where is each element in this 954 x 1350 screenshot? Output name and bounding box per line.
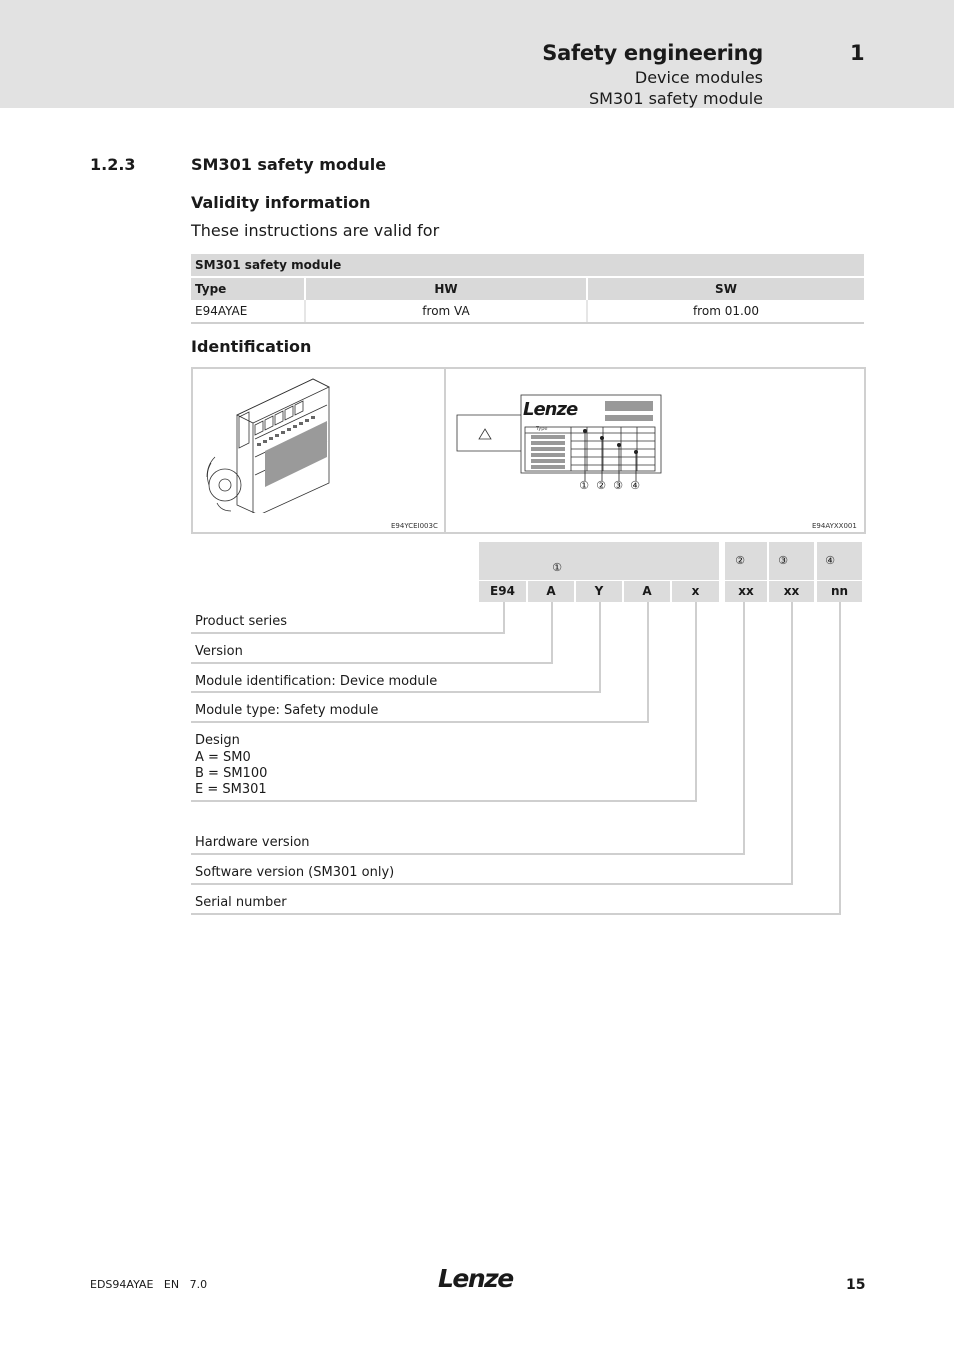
footer-logo: Lenze <box>438 1264 513 1293</box>
footer-doc-id: EDS94AYAE EN 7.0 <box>90 1278 208 1291</box>
cell-sw: from 01.00 <box>587 300 864 323</box>
figure-divider <box>444 369 446 532</box>
validity-table <box>191 254 864 324</box>
code-marker-4: ④ <box>825 554 835 567</box>
label-product-series: Product series <box>195 614 287 629</box>
header-subtitle-2: SM301 safety module <box>589 89 763 108</box>
figure-caption-right: E94AYXX001 <box>812 522 857 530</box>
label-software-version: Software version (SM301 only) <box>195 865 395 880</box>
code-cell-sw: xx <box>769 581 814 602</box>
label-serial-number: Serial number <box>195 895 287 910</box>
nameplate-marker-2: ② <box>596 479 606 492</box>
col-type-header: Type <box>191 277 305 300</box>
code-cell-serial: nn <box>817 581 862 602</box>
table-row <box>191 300 864 323</box>
rule-serial <box>191 913 841 915</box>
label-module-identification: Module identification: Device module <box>195 674 438 689</box>
nameplate-type-label: Type <box>536 426 548 432</box>
rule-module-id <box>191 691 601 693</box>
connector-serial <box>839 602 841 915</box>
code-marker-1: ① <box>552 561 562 574</box>
cell-hw: from VA <box>305 300 587 323</box>
validity-heading: Validity information <box>191 193 371 212</box>
header-subtitle-1: Device modules <box>634 68 763 87</box>
rule-design <box>191 800 697 802</box>
module-drawing <box>203 373 333 513</box>
cell-type: E94AYAE <box>191 300 305 323</box>
page-number: 15 <box>846 1277 866 1293</box>
code-group-1-header <box>479 542 719 580</box>
connector-hw <box>743 602 745 855</box>
nameplate-logo: Lenze <box>523 399 578 420</box>
rule-product <box>191 632 505 634</box>
code-cell-product: E94 <box>479 581 526 602</box>
validity-text: These instructions are valid for <box>191 221 440 240</box>
label-version: Version <box>195 644 243 659</box>
label-design-b: B = SM100 <box>195 766 268 781</box>
code-cell-version: A <box>528 581 574 602</box>
connector-design <box>695 602 697 802</box>
rule-hw <box>191 853 745 855</box>
identification-heading: Identification <box>191 337 312 356</box>
connector-module-type <box>647 602 649 723</box>
header-title: Safety engineering <box>542 41 763 65</box>
code-cell-module-type: A <box>624 581 670 602</box>
figure-caption-left: E94YCEI003C <box>391 522 438 530</box>
rule-module-type <box>191 721 649 723</box>
nameplate-marker-1: ① <box>579 479 589 492</box>
header-band <box>0 0 954 108</box>
label-hardware-version: Hardware version <box>195 835 310 850</box>
label-module-type: Module type: Safety module <box>195 703 379 718</box>
col-hw-header: HW <box>305 277 587 300</box>
label-design-e: E = SM301 <box>195 782 267 797</box>
connector-module-id <box>599 602 601 693</box>
code-cell-module-id: Y <box>576 581 622 602</box>
label-design: Design <box>195 733 240 748</box>
nameplate-marker-3: ③ <box>613 479 623 492</box>
section-number: 1.2.3 <box>90 155 136 174</box>
identification-figure <box>191 367 866 534</box>
connector-version <box>551 602 553 664</box>
label-design-a: A = SM0 <box>195 750 251 765</box>
nameplate-marker-4: ④ <box>630 479 640 492</box>
code-cell-hw: xx <box>725 581 767 602</box>
code-cell-design: x <box>672 581 719 602</box>
connector-sw <box>791 602 793 885</box>
code-marker-2: ② <box>735 554 745 567</box>
col-sw-header: SW <box>587 277 864 300</box>
code-marker-3: ③ <box>778 554 788 567</box>
chapter-number: 1 <box>850 41 865 65</box>
section-title: SM301 safety module <box>191 155 387 174</box>
rule-version <box>191 662 553 664</box>
connector-product <box>503 602 505 634</box>
rule-sw <box>191 883 793 885</box>
validity-table-caption: SM301 safety module <box>191 254 864 277</box>
